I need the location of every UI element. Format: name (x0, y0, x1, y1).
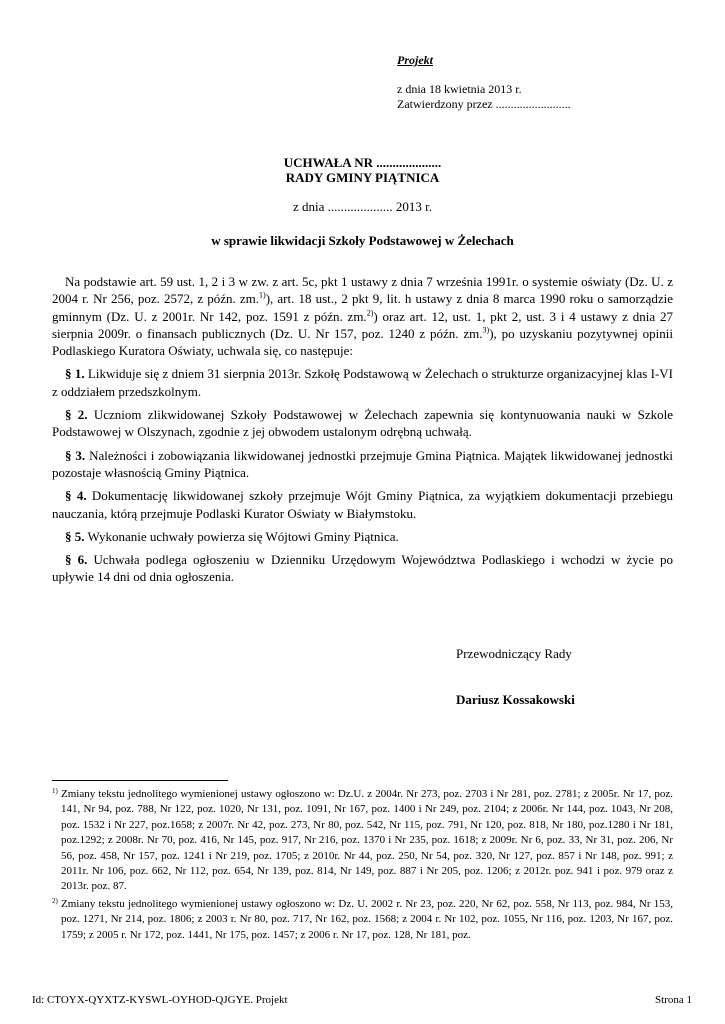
paragraph-2 (52, 406, 673, 441)
approved-by-line: Zatwierdzony przez ......................... (397, 97, 571, 111)
paragraph-6 (52, 551, 673, 586)
resolution-subject: w sprawie likwidacji Szkoły Podstawowej w Żelechach (211, 233, 514, 248)
paragraph-text: Dokumentację likwidowanej szkoły przejmuje Wójt Gminy Piątnica, za wyjątkiem dokumentacji przebiegu nauczania, którą przejmuje Podlaski Kurator Oświaty w Białymstoku. (52, 488, 674, 521)
paragraph-number: § 4. (65, 488, 87, 504)
footnote-separator (52, 780, 228, 781)
footnote-1 (52, 787, 673, 895)
resolution-body (52, 273, 673, 586)
resolution-date: z dnia .................... 2013 r. (292, 199, 432, 214)
paragraph-number: § 5. (65, 528, 85, 544)
footnote-mark: 2) (52, 896, 58, 905)
paragraph-text: Uchwała podlega ogłoszeniu w Dzienniku Urzędowym Województwa Podlaskiego i wchodzi w życie po upływie 14 dni od dnia ogłoszenia. (52, 552, 673, 585)
signature-name: Dariusz Kossakowski (456, 692, 575, 707)
project-date-line: z dnia 18 kwietnia 2013 r. (397, 82, 522, 96)
footnote-text: Zmiany tekstu jednolitego wymienionej ustawy ogłoszono w: Dz.U. z 2004r. Nr 273, poz. 2703 i Nr 281, poz. 2781; z 2005r. Nr 17, poz. 141, Nr 94, poz. 788, Nr 122, poz. 1020, Nr 131, poz. 1091, Nr 167, poz. 1400 i Nr 249, poz. 2104; z 2006r. Nr 144, poz. 1043, Nr 208, poz. 1532 i Nr 227, poz.1658; z 2007r. Nr 42, poz. 273, Nr 80, poz. 542, Nr 115, poz. 791, Nr 120, poz. 818, Nr 180, poz.1280 i Nr 181, poz.1292; z 2008r. Nr 70, poz. 416, Nr 145, poz. 917, Nr 216, poz. 1370 i Nr 235, poz. 1618; z 2009r. Nr 6, poz. 33, Nr 31, poz. 206, Nr 56, poz. 458, Nr 157, poz. 1241 i Nr 219, poz. 1705; z 2010r. Nr 44, poz. 250, Nr 54, poz. 320, Nr 127, poz. 857 i Nr 148, poz. 991; z 2011r. Nr 106, poz. 662, Nr 112, poz. 654, Nr 139, poz. 814, Nr 149, poz. 887 i Nr 205, poz. 1206; z 2012r. poz. 941 i poz. 979 oraz z 2013r. poz. 87. (61, 788, 673, 893)
page-number: Strona 1 (655, 994, 692, 1006)
footnote-mark: 1) (52, 787, 58, 795)
footnote-ref-3[interactable]: 3) (482, 325, 490, 335)
council-name: RADY GMINY PIĄTNICA (285, 170, 440, 185)
paragraph-number: § 6. (65, 552, 88, 568)
paragraph-number: § 2. (65, 407, 88, 423)
paragraph-3 (52, 447, 673, 482)
preamble: Na podstawie art. 59 ust. 1, 2 i 3 w zw. z art. 5c, pkt 1 ustawy z dnia 7 września 1991r. o systemie oświaty (Dz. U. z 2004 r. Nr 256, poz. 2572, z późn. zm.$^{1)}$), art. 18 ust., 2 pkt 9, lit. h ustawy z dnia 8 marca 1990 roku o samorządzie gminnym (Dz. U. z 2001r. Nr 142, poz. 1591 z późn. zm.$^{2)}$) oraz art. 12, ust. 1, pkt 2, ust. 3 i 4 ustawy z dnia 27 sierpnia 2009r. o finansach publicznych (Dz. U. Nr 157, poz. 1240 z późn. zm.$^{3)}$), po uzyskaniu pozytywnej opinii Podlaskiego Kuratora Oświaty, uchwala się, co następuje: (52, 274, 673, 359)
paragraph-number: § 3. (65, 447, 86, 463)
footnote-ref-2[interactable]: 2) (366, 308, 374, 318)
paragraph-5 (52, 528, 673, 545)
paragraph-4 (52, 487, 673, 522)
paragraph-text: Uczniom zlikwidowanej Szkoły Podstawowej w Żelechach zapewnia się kontynuowania nauki w Szkole Podstawowej w Olszynach, zgodnie z jej obwodem ustalonym odrębną uchwałą. (52, 407, 673, 440)
footnote-ref-1[interactable]: 1) (259, 290, 266, 300)
project-header (397, 82, 571, 112)
resolution-number: UCHWAŁA NR .................... (283, 155, 442, 170)
paragraph-text: Należności i zobowiązania likwidowanej jednostki przejmuje Gmina Piątnica. Majątek likwidowanej jednostki pozostaje własnością Gminy Piątnica. (52, 447, 673, 480)
project-label: Projekt (397, 53, 433, 67)
document-id: Id: CTOYX-QYXTZ-KYSWL-OYHOD-QJGYE. Projekt (32, 994, 288, 1006)
footnote-text: Zmiany tekstu jednolitego wymienionej ustawy ogłoszono w: Dz. U. 2002 r. Nr 23, poz. 220, Nr 62, poz. 558, Nr 113, poz. 984, Nr 153, poz. 1271, Nr 214, poz. 1806; z 2003 r. Nr 80, poz. 717, Nr 162, poz. 1568; z 2004 r. Nr 102, poz. 1055, Nr 116, poz. 1203, Nr 167, poz. 1759; z 2005 r. Nr 172, poz. 1441, Nr 175, poz. 1457; z 2006 r. Nr 17, poz. 128, Nr 181, poz. (61, 897, 673, 941)
paragraph-text: Wykonanie uchwały powierza się Wójtowi Gminy Piątnica. (84, 528, 399, 544)
footnote-2 (52, 897, 673, 943)
paragraph-text: Likwiduje się z dniem 31 sierpnia 2013r. Szkołę Podstawową w Żelechach o strukturze organizacyjnej klas I-VI z oddziałem przedszkolnym. (52, 366, 674, 399)
signature-role: Przewodniczący Rady (456, 646, 572, 661)
footnotes (52, 787, 673, 945)
paragraph-number: § 1. (65, 366, 85, 382)
paragraph-1 (52, 365, 673, 400)
